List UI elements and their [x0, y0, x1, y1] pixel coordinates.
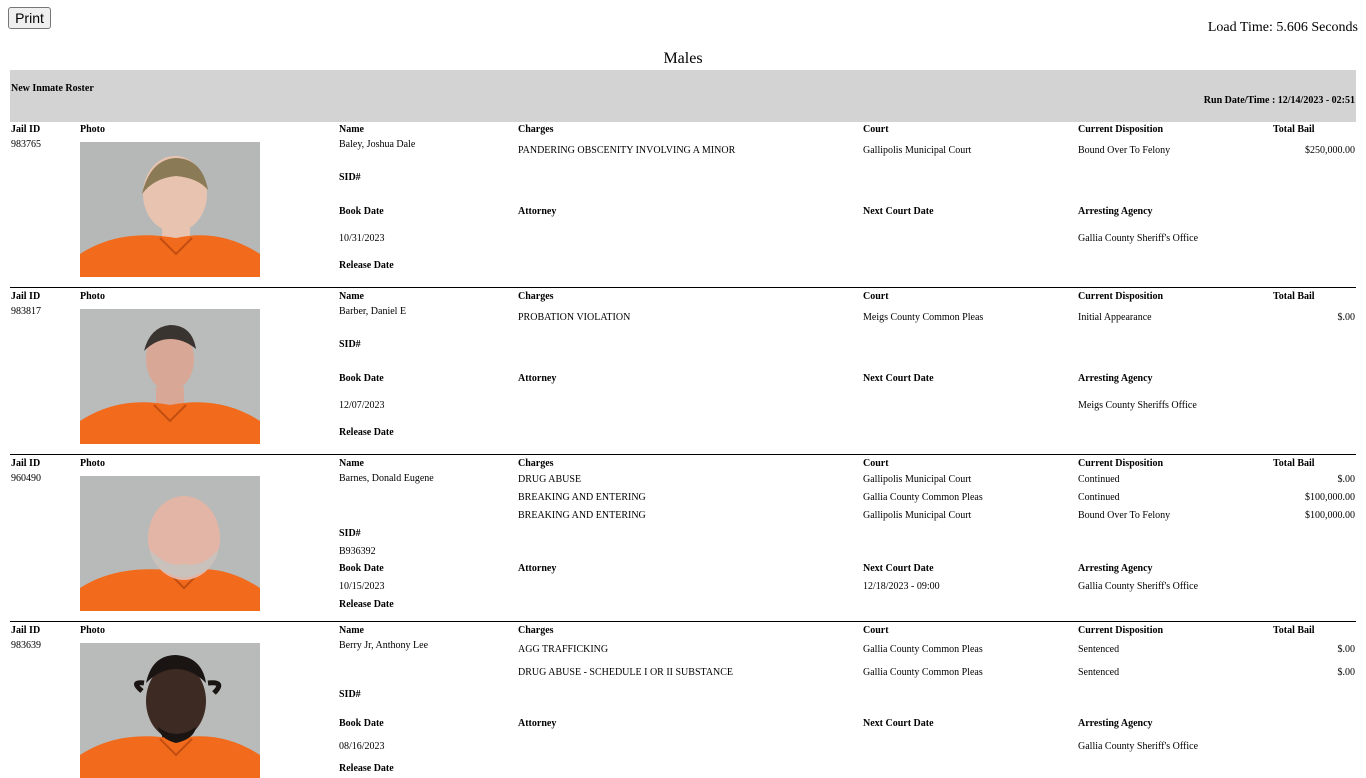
- next-court-date-label: Next Court Date: [863, 563, 934, 574]
- arresting-agency-label: Arresting Agency: [1078, 206, 1153, 217]
- book-date-label: Book Date: [339, 563, 384, 574]
- sid-label: SID#: [339, 172, 361, 183]
- inmate-photo: [80, 643, 260, 778]
- charge-disposition: Bound Over To Felony: [1078, 145, 1171, 156]
- photo-label: Photo: [80, 458, 105, 469]
- next-court-date-label: Next Court Date: [863, 373, 934, 384]
- mugshot-illustration: [80, 643, 260, 778]
- name-label: Name: [339, 625, 364, 636]
- jail-id-label: Jail ID: [11, 124, 41, 135]
- arresting-agency-value: Gallia County Sheriff's Office: [1078, 741, 1199, 752]
- bail-label: Total Bail: [1273, 458, 1315, 469]
- jail-id-value: 983765: [11, 139, 41, 150]
- inmate-name: Baley, Joshua Dale: [339, 139, 416, 150]
- charge-disposition: Continued: [1078, 474, 1120, 485]
- next-court-date-label: Next Court Date: [863, 206, 934, 217]
- load-time: Load Time: 5.606 Seconds: [1207, 20, 1358, 35]
- charge-disposition: Initial Appearance: [1078, 312, 1152, 323]
- charge-text: PROBATION VIOLATION: [518, 312, 631, 323]
- release-date-label: Release Date: [339, 260, 394, 271]
- disposition-label: Current Disposition: [1078, 291, 1164, 302]
- inmate-photo: [80, 142, 260, 277]
- release-date-label: Release Date: [339, 599, 394, 610]
- charge-text: DRUG ABUSE - SCHEDULE I OR II SUBSTANCE: [518, 667, 734, 678]
- attorney-label: Attorney: [518, 563, 557, 574]
- arresting-agency-label: Arresting Agency: [1078, 563, 1153, 574]
- attorney-label: Attorney: [518, 718, 557, 729]
- charge-text: PANDERING OBSCENITY INVOLVING A MINOR: [518, 145, 736, 156]
- arresting-agency-label: Arresting Agency: [1078, 718, 1153, 729]
- charge-court: Gallipolis Municipal Court: [863, 474, 972, 485]
- book-date-value: 08/16/2023: [339, 741, 385, 752]
- mugshot-illustration: [80, 476, 260, 611]
- bail-label: Total Bail: [1273, 124, 1315, 135]
- charges-label: Charges: [518, 625, 554, 636]
- book-date-value: 10/15/2023: [339, 581, 385, 592]
- charge-disposition: Bound Over To Felony: [1078, 510, 1171, 521]
- inmate-record: [10, 122, 1356, 288]
- mugshot-illustration: [80, 142, 260, 277]
- jail-id-label: Jail ID: [11, 291, 41, 302]
- jail-id-value: 983817: [11, 306, 41, 317]
- name-label: Name: [339, 124, 364, 135]
- inmate-record: [10, 289, 1356, 455]
- charge-bail: $.00: [1337, 644, 1355, 655]
- sid-label: SID#: [339, 339, 361, 350]
- release-date-label: Release Date: [339, 427, 394, 438]
- page-title: Males: [663, 50, 703, 67]
- charge-text: BREAKING AND ENTERING: [518, 510, 646, 521]
- charge-court: Gallia County Common Pleas: [863, 492, 983, 503]
- book-date-value: 10/31/2023: [339, 233, 385, 244]
- court-label: Court: [863, 124, 889, 135]
- jail-id-label: Jail ID: [11, 625, 41, 636]
- court-label: Court: [863, 458, 889, 469]
- charge-disposition: Continued: [1078, 492, 1120, 503]
- charge-bail: $.00: [1337, 667, 1355, 678]
- roster-title: New Inmate Roster: [11, 83, 94, 94]
- charges-label: Charges: [518, 124, 554, 135]
- arresting-agency-value: Meigs County Sheriffs Office: [1078, 400, 1197, 411]
- charges-label: Charges: [518, 458, 554, 469]
- jail-id-value: 983639: [11, 640, 41, 651]
- inmate-record: [10, 623, 1356, 774]
- jail-id-value: 960490: [11, 473, 41, 484]
- court-label: Court: [863, 625, 889, 636]
- print-button[interactable]: Print: [8, 7, 51, 29]
- attorney-label: Attorney: [518, 206, 557, 217]
- bail-label: Total Bail: [1273, 291, 1315, 302]
- jail-id-label: Jail ID: [11, 458, 41, 469]
- sid-label: SID#: [339, 689, 361, 700]
- charge-text: DRUG ABUSE: [518, 474, 582, 485]
- charge-disposition: Sentenced: [1078, 644, 1120, 655]
- book-date-label: Book Date: [339, 206, 384, 217]
- photo-label: Photo: [80, 124, 105, 135]
- sid-label: SID#: [339, 528, 361, 539]
- inmate-name: Berry Jr, Anthony Lee: [339, 640, 429, 651]
- book-date-value: 12/07/2023: [339, 400, 385, 411]
- mugshot-illustration: [80, 309, 260, 444]
- arresting-agency-value: Gallia County Sheriff's Office: [1078, 581, 1199, 592]
- disposition-label: Current Disposition: [1078, 124, 1164, 135]
- charge-court: Gallia County Common Pleas: [863, 667, 983, 678]
- book-date-label: Book Date: [339, 718, 384, 729]
- inmate-photo: [80, 309, 260, 444]
- charge-bail: $.00: [1337, 312, 1355, 323]
- inmate-name: Barber, Daniel E: [339, 306, 407, 317]
- charge-court: Gallipolis Municipal Court: [863, 145, 972, 156]
- inmate-name: Barnes, Donald Eugene: [339, 473, 434, 484]
- charge-court: Gallia County Common Pleas: [863, 644, 983, 655]
- attorney-label: Attorney: [518, 373, 557, 384]
- charge-text: AGG TRAFFICKING: [518, 644, 609, 655]
- disposition-label: Current Disposition: [1078, 458, 1164, 469]
- sid-value: B936392: [339, 546, 376, 557]
- book-date-label: Book Date: [339, 373, 384, 384]
- charge-bail: $.00: [1337, 474, 1355, 485]
- inmate-record: [10, 456, 1356, 622]
- inmate-photo: [80, 476, 260, 611]
- next-court-date-label: Next Court Date: [863, 718, 934, 729]
- name-label: Name: [339, 458, 364, 469]
- run-datetime: Run Date/Time : 12/14/2023 - 02:51: [1203, 95, 1355, 106]
- photo-label: Photo: [80, 291, 105, 302]
- photo-label: Photo: [80, 625, 105, 636]
- charge-bail: $100,000.00: [1305, 492, 1355, 503]
- court-label: Court: [863, 291, 889, 302]
- charge-bail: $100,000.00: [1305, 510, 1355, 521]
- bail-label: Total Bail: [1273, 625, 1315, 636]
- charges-label: Charges: [518, 291, 554, 302]
- charge-court: Gallipolis Municipal Court: [863, 510, 972, 521]
- charge-bail: $250,000.00: [1305, 145, 1355, 156]
- next-court-date-value: 12/18/2023 - 09:00: [863, 581, 940, 592]
- charge-court: Meigs County Common Pleas: [863, 312, 984, 323]
- arresting-agency-value: Gallia County Sheriff's Office: [1078, 233, 1199, 244]
- release-date-label: Release Date: [339, 763, 394, 774]
- disposition-label: Current Disposition: [1078, 625, 1164, 636]
- roster-banner: [10, 70, 1356, 122]
- name-label: Name: [339, 291, 364, 302]
- charge-text: BREAKING AND ENTERING: [518, 492, 646, 503]
- arresting-agency-label: Arresting Agency: [1078, 373, 1153, 384]
- charge-disposition: Sentenced: [1078, 667, 1120, 678]
